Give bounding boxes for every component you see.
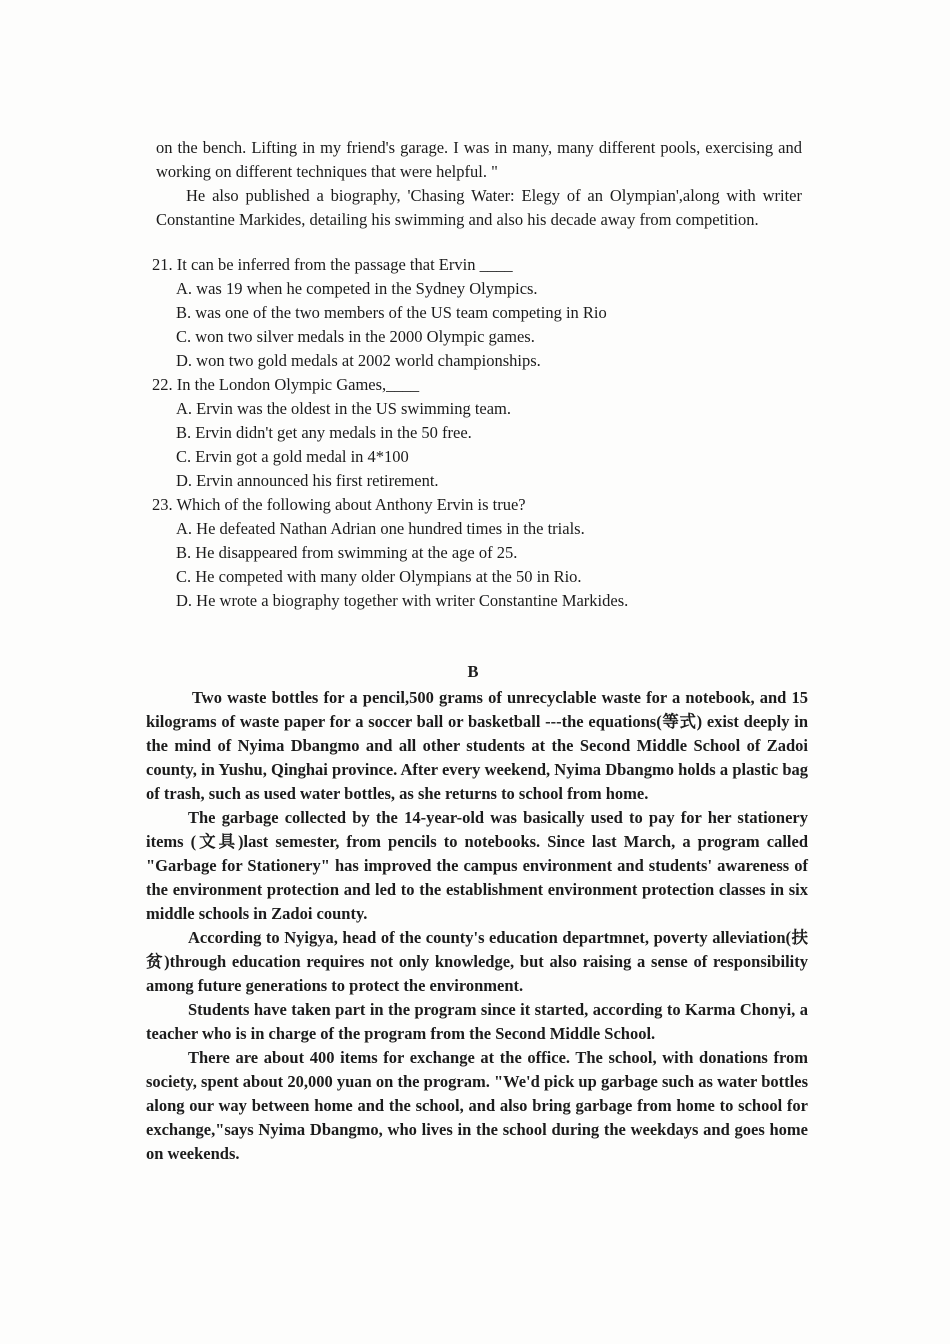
passage-a-ending (156, 136, 802, 232)
option-d: D. won two gold medals at 2002 world championships. (176, 351, 541, 370)
question-stem: 23. Which of the following about Anthony Ervin is true? (152, 495, 526, 514)
question-list (152, 253, 812, 613)
option-a: A. was 19 when he competed in the Sydney Olympics. (176, 279, 538, 298)
option-c: C. He competed with many older Olympians at the 50 in Rio. (176, 567, 582, 586)
question-21 (152, 253, 812, 373)
question-22 (152, 373, 812, 493)
option-c: C. won two silver medals in the 2000 Olympic games. (176, 327, 535, 346)
option-list (176, 397, 812, 493)
passage-b-paragraph-1: Two waste bottles for a pencil,500 grams of unrecyclable waste for a notebook, and 15 kilograms of waste paper for a soccer ball or basketball ---the equations(等式) exist deeply in the mind of Nyima Dbangmo and all other students at the Second Middle School of Zadoi county, in Yushu, Qinghai province. After every weekend, Nyima Dbangmo holds a plastic bag of trash, such as used water bottles, as she returns to school from home. (146, 688, 808, 803)
option-b: B. was one of the two members of the US team competing in Rio (176, 303, 607, 322)
option-d: D. Ervin announced his first retirement. (176, 471, 439, 490)
option-list (176, 517, 812, 613)
passage-b-paragraph-3: According to Nyigya, head of the county's education departmnet, poverty alleviation(扶贫)through education requires not only knowledge, but also raising a sense of responsibility among future generations to protect the environment. (146, 928, 808, 995)
passage-b-paragraph-2: The garbage collected by the 14-year-old was basically used to pay for her stationery items (文具)last semester, from pencils to notebooks. Since last March, a program called "Garbage for Stationery" has improved the campus environment and students' awareness of the environment protection and led to the establishment environment protection classes in six middle schools in Zadoi county. (146, 808, 808, 923)
section-b (138, 660, 808, 1166)
section-heading: B (467, 662, 479, 681)
option-a: A. Ervin was the oldest in the US swimming team. (176, 399, 512, 418)
passage-b-paragraph-5: There are about 400 items for exchange at the office. The school, with donations from society, spent about 20,000 yuan on the program. "We'd pick up garbage such as water bottles along our way between home and the school, and also bring garbage from home to school for exchange,"says Nyima Dbangmo, who lives in the school during the weekdays and goes home on weekends. (146, 1048, 808, 1163)
question-stem: 22. In the London Olympic Games,____ (152, 375, 420, 394)
question-stem: 21. It can be inferred from the passage that Ervin ____ (152, 255, 513, 274)
option-d: D. He wrote a biography together with writer Constantine Markides. (176, 591, 629, 610)
option-a: A. He defeated Nathan Adrian one hundred times in the trials. (176, 519, 585, 538)
option-c: C. Ervin got a gold medal in 4*100 (176, 447, 409, 466)
passage-a-line-1: on the bench. Lifting in my friend's garage. I was in many, many different pools, exercising and working on different techniques that were helpful. " (156, 138, 802, 181)
passage-a-line-2: He also published a biography, 'Chasing Water: Elegy of an Olympian',along with writer Constantine Markides, detailing his swimming and also his decade away from competition. (156, 186, 802, 229)
passage-b (138, 686, 808, 1166)
option-list (176, 277, 812, 373)
option-b: B. He disappeared from swimming at the age of 25. (176, 543, 518, 562)
passage-b-paragraph-4: Students have taken part in the program since it started, according to Karma Chonyi, a teacher who is in charge of the program from the Second Middle School. (146, 1000, 808, 1043)
question-23 (152, 493, 812, 613)
option-b: B. Ervin didn't get any medals in the 50 free. (176, 423, 472, 442)
